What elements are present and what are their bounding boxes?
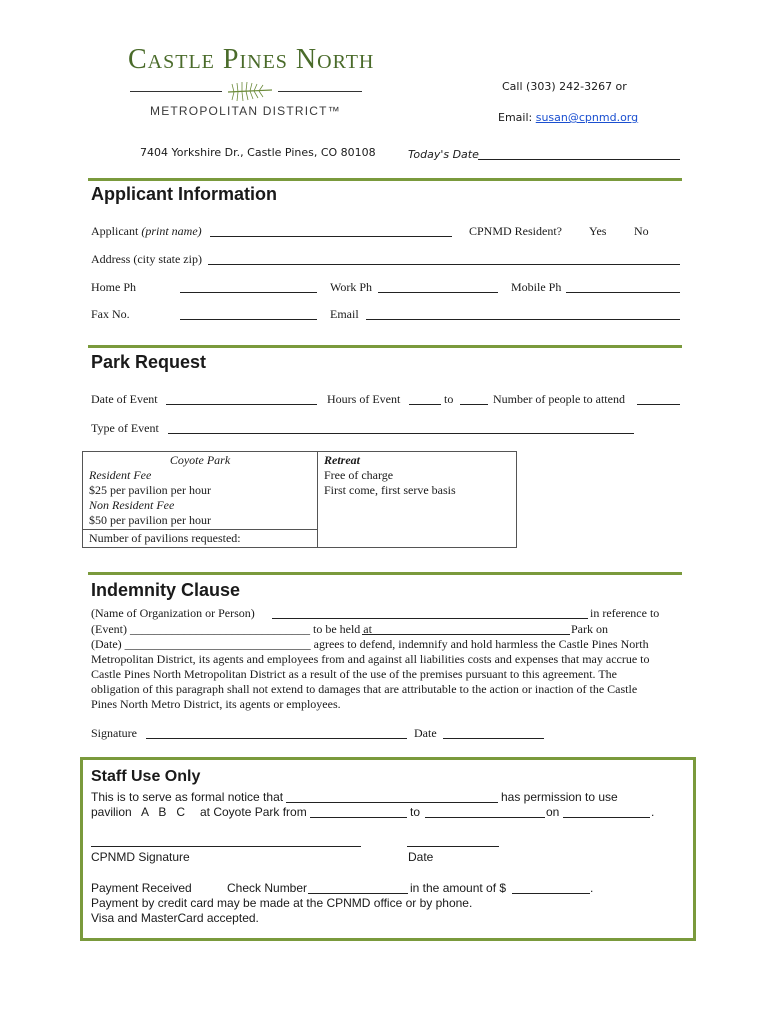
amount-field[interactable] (512, 893, 590, 894)
staff-use-heading: Staff Use Only (91, 768, 201, 785)
email-label: Email: (498, 111, 533, 124)
staff-date-field[interactable] (407, 846, 499, 847)
resident-no[interactable]: No (634, 224, 649, 238)
park-request-heading: Park Request (91, 352, 207, 372)
resident-fee-label: Resident Fee (89, 468, 152, 482)
logo-rule-left (130, 91, 222, 92)
amount-label: in the amount of $ (410, 881, 507, 895)
staff-on-label: on (546, 805, 560, 819)
home-phone-label: Home Ph (91, 280, 136, 294)
retreat-cell (318, 452, 517, 548)
signature-label: Signature (91, 726, 137, 740)
logo-rule-right (278, 91, 362, 92)
office-address: 7404 Yorkshire Dr., Castle Pines, CO 80108 (140, 146, 376, 159)
email-link[interactable]: susan@cpnmd.org (535, 111, 639, 124)
date-of-event-label: Date of Event (91, 392, 158, 406)
address-field[interactable] (208, 264, 680, 265)
fax-field[interactable] (180, 319, 317, 320)
indemnity-org-label: (Name of Organization or Person) (91, 606, 255, 620)
staff-to-label: to (410, 805, 421, 819)
address-label: Address (city state zip) (91, 252, 202, 266)
nonresident-fee-rate: $50 per pavilion per hour (89, 513, 211, 527)
amount-period: . (590, 881, 594, 895)
indemnity-line-6: obligation of this paragraph shall not extend to damages that are attributable to the action or inaction of the Castle (91, 682, 638, 696)
indemnity-line-7: Pines North Metro District, its agents or employees. (91, 697, 341, 711)
signature-date-label: Date (414, 726, 437, 740)
email-field-label: Email (330, 307, 359, 321)
park-fee-table (82, 451, 517, 548)
in-reference-to: in reference to (590, 606, 660, 620)
at-coyote-label: at Coyote Park from (200, 805, 307, 819)
cpnmd-signature-label: CPNMD Signature (91, 850, 190, 864)
type-of-event-label: Type of Event (91, 421, 159, 435)
visa-note: Visa and MasterCard accepted. (91, 911, 259, 925)
todays-date-field[interactable] (478, 159, 680, 160)
staff-notice-b: has permission to use (501, 790, 618, 804)
applicant-label-text: Applicant (91, 224, 139, 238)
logo-title: Castle Pines North (128, 44, 375, 75)
section-divider (88, 178, 682, 181)
pavilions-requested-label: Number of pavilions requested: (89, 531, 241, 545)
hours-of-event-label: Hours of Event (327, 392, 401, 406)
todays-date-label: Today's Date (408, 148, 479, 161)
retreat-free: Free of charge (324, 468, 394, 482)
coyote-park-head: Coyote Park (169, 453, 231, 467)
home-phone-field[interactable] (180, 292, 317, 293)
applicant-heading: Applicant Information (91, 184, 277, 204)
pavilions-requested-cell[interactable] (83, 530, 318, 548)
print-name-hint: (print name) (141, 224, 202, 238)
type-of-event-field[interactable] (168, 433, 634, 434)
fax-label: Fax No. (91, 307, 130, 321)
indemnity-line-5: Castle Pines North Metropolitan District as a result of the use of the premises pursuant to this agreement. The (91, 667, 617, 681)
cpnmd-signature-field[interactable] (91, 846, 361, 847)
number-people-label: Number of people to attend (493, 392, 625, 406)
resident-fee-rate: $25 per pavilion per hour (89, 483, 211, 497)
park-on-label: Park on (571, 622, 608, 636)
payment-received-label: Payment Received (91, 881, 192, 895)
signature-field[interactable] (146, 738, 407, 739)
staff-period: . (651, 805, 655, 819)
work-phone-label: Work Ph (330, 280, 373, 294)
section-divider (88, 572, 682, 575)
staff-to-field[interactable] (425, 817, 545, 818)
indemnity-heading: Indemnity Clause (91, 580, 241, 600)
staff-on-field[interactable] (563, 817, 650, 818)
email-line (498, 111, 638, 124)
applicant-label (91, 224, 202, 239)
work-phone-field[interactable] (378, 292, 498, 293)
hours-to-field[interactable] (460, 404, 488, 405)
retreat-first-come: First come, first serve basis (324, 483, 456, 497)
park-name-field[interactable] (362, 634, 570, 635)
staff-permittee-field[interactable] (286, 802, 498, 803)
resident-yes[interactable]: Yes (589, 224, 607, 238)
check-number-label: Check Number (227, 881, 308, 895)
number-people-field[interactable] (637, 404, 680, 405)
retreat-head: Retreat (324, 453, 360, 467)
coyote-park-cell (83, 452, 318, 530)
indemnity-line-4: Metropolitan District, its agents and employees from and against all liabilities costs and expenses that may accrue to (91, 652, 650, 666)
indemnity-text (91, 637, 691, 712)
signature-date-field[interactable] (443, 738, 544, 739)
staff-notice-a: This is to serve as formal notice that (91, 790, 284, 804)
indemnity-event-line: (Event) ______________________________ to be held at (91, 622, 372, 636)
mobile-phone-field[interactable] (566, 292, 680, 293)
hours-to-label: to (444, 392, 454, 406)
call-line: Call (303) 242-3267 or (502, 80, 627, 93)
section-divider (88, 345, 682, 348)
nonresident-fee-label: Non Resident Fee (89, 498, 175, 512)
applicant-email-field[interactable] (366, 319, 680, 320)
hours-from-field[interactable] (409, 404, 441, 405)
staff-date-label: Date (408, 850, 434, 864)
date-of-event-field[interactable] (166, 404, 317, 405)
credit-card-note: Payment by credit card may be made at the CPNMD office or by phone. (91, 896, 473, 910)
organization-field[interactable] (272, 618, 588, 619)
applicant-name-field[interactable] (210, 236, 452, 237)
indemnity-line-3: (Date) _______________________________ agrees to defend, indemnify and hold harmless the Castle Pines North (91, 637, 649, 651)
staff-from-field[interactable] (310, 817, 407, 818)
pine-branch-icon (226, 80, 274, 102)
logo-subtitle: METROPOLITAN DISTRICT™ (150, 104, 341, 118)
check-number-field[interactable] (308, 893, 408, 894)
mobile-phone-label: Mobile Ph (511, 280, 562, 294)
resident-question: CPNMD Resident? (469, 224, 562, 238)
pavilion-choices[interactable]: pavilion A B C (91, 805, 186, 819)
